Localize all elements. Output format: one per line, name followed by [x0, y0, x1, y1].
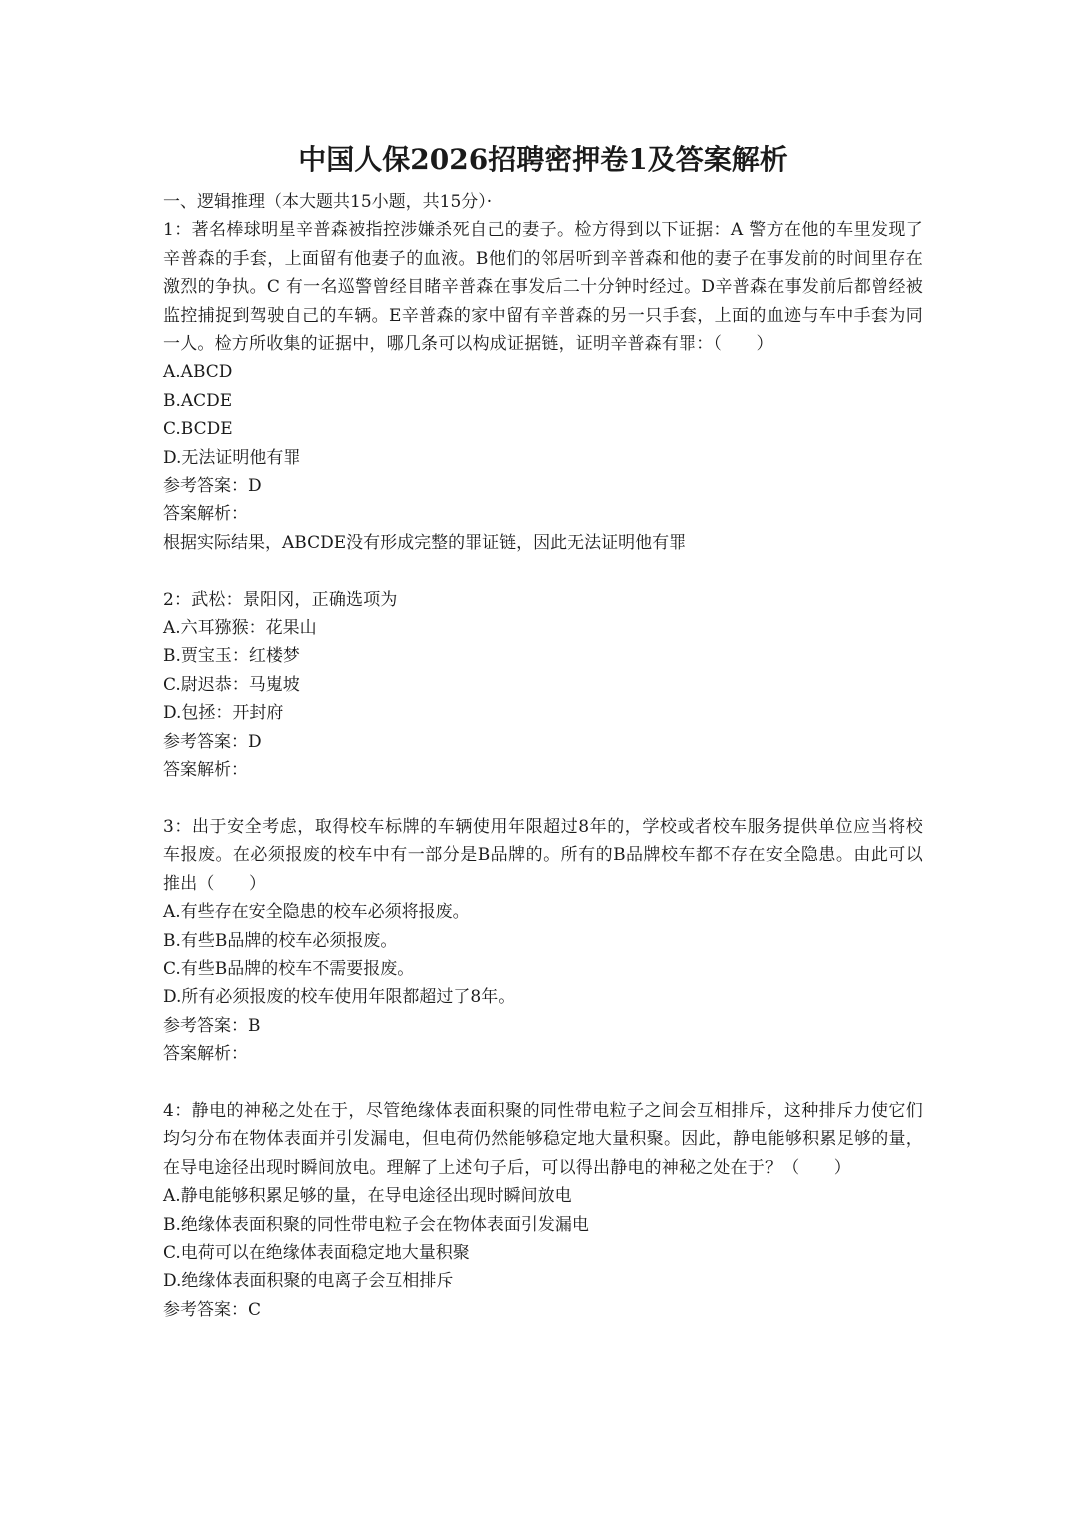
document-title: 中国人保2026招聘密押卷1及答案解析 — [298, 143, 788, 176]
option-b: B.有些B品牌的校车必须报废。 — [163, 930, 398, 951]
analysis-label: 答案解析： — [163, 760, 248, 781]
option-b: B.绝缘体表面积聚的同性带电粒子会在物体表面引发漏电 — [163, 1214, 589, 1235]
analysis-label: 答案解析： — [163, 504, 248, 525]
question-2 — [163, 586, 923, 785]
reference-answer: 参考答案：B — [163, 1015, 261, 1036]
analysis-text: 根据实际结果，ABCDE没有形成完整的罪证链，因此无法证明他有罪 — [163, 532, 687, 553]
option-d: D.绝缘体表面积聚的电离子会互相排斥 — [163, 1271, 454, 1292]
option-c: C.有些B品牌的校车不需要报废。 — [163, 958, 415, 979]
option-c: C.电荷可以在绝缘体表面稳定地大量积聚 — [163, 1242, 470, 1263]
option-a: A.ABCD — [163, 362, 233, 383]
option-a: A.静电能够积累足够的量，在导电途径出现时瞬间放电 — [163, 1186, 572, 1207]
question-stem: 1：著名棒球明星辛普森被指控涉嫌杀死自己的妻子。检方得到以下证据：A 警方在他的车里发现了辛普森的手套，上面留有他妻子的血液。B他们的邻居听到辛普森和他的妻子在事发前的时间里存在激烈的争执。C 有一名巡警曾经目睹辛普森在事发后二十分钟时经过。D辛普森在事发前后都曾经被监控捕捉到驾驶自己的车辆。E辛普森的家中留有辛普森的另一只手套，上面的血迹与车中手套为同一人。检方所收集的证据中，哪几条可以构成证据链，证明辛普森有罪：（ ） — [163, 220, 923, 355]
document-page — [163, 140, 923, 1324]
section-heading: 一、逻辑推理（本大题共15小题，共15分）· — [163, 192, 493, 212]
question-stem: 3：出于安全考虑，取得校车标牌的车辆使用年限超过8年的，学校或者校车服务提供单位应当将校车报废。在必须报废的校车中有一部分是B品牌的。所有的B品牌校车都不存在安全隐患。由此可以推出（ ） — [163, 816, 923, 894]
option-c: C.BCDE — [163, 419, 233, 440]
reference-answer: 参考答案：D — [163, 476, 262, 497]
option-d: D.无法证明他有罪 — [163, 447, 301, 468]
option-a: A.有些存在安全隐患的校车必须将报废。 — [163, 902, 470, 923]
question-4 — [163, 1097, 923, 1324]
spacer — [163, 557, 923, 585]
spacer — [163, 1069, 923, 1097]
question-stem: 4：静电的神秘之处在于，尽管绝缘体表面积聚的同性带电粒子之间会互相排斥，这种排斥力使它们均匀分布在物体表面并引发漏电，但电荷仍然能够稳定地大量积聚。因此，静电能够积累足够的量，在导电途径出现时瞬间放电。理解了上述句子后，可以得出静电的神秘之处在于？（ ） — [163, 1100, 923, 1178]
reference-answer: 参考答案：C — [163, 1299, 262, 1320]
analysis-label: 答案解析： — [163, 1044, 248, 1065]
question-3 — [163, 813, 923, 1069]
option-b: B.ACDE — [163, 390, 233, 411]
reference-answer: 参考答案：D — [163, 731, 262, 752]
option-d: D.所有必须报废的校车使用年限都超过了8年。 — [163, 987, 516, 1008]
question-1 — [163, 216, 923, 557]
option-b: B.贾宝玉：红楼梦 — [163, 646, 300, 667]
option-c: C.尉迟恭：马嵬坡 — [163, 674, 300, 695]
question-stem: 2：武松：景阳冈，正确选项为 — [163, 589, 398, 610]
option-a: A.六耳猕猴：花果山 — [163, 618, 317, 639]
spacer — [163, 785, 923, 813]
option-d: D.包拯：开封府 — [163, 703, 284, 724]
